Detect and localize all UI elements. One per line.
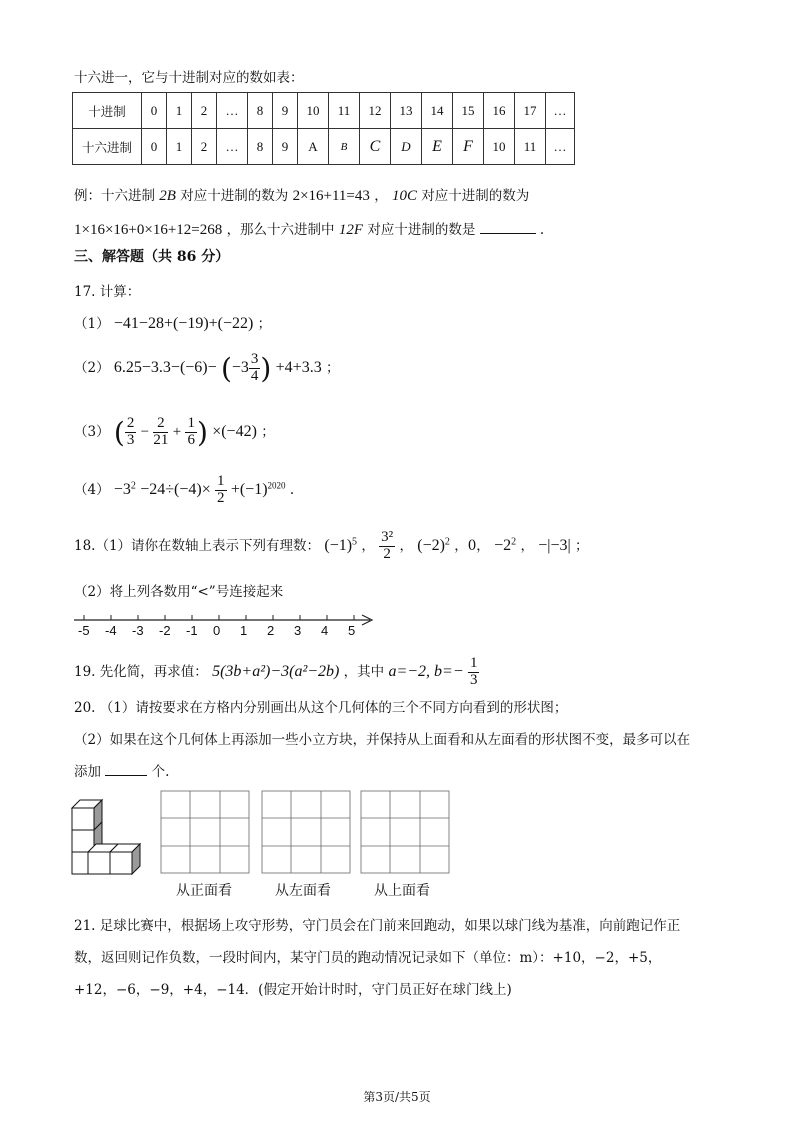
hex-decimal-table xyxy=(72,92,575,165)
fraction: $\frac{1}{3}$ xyxy=(469,655,478,688)
answer-blank[interactable] xyxy=(480,219,536,234)
table-cell: … xyxy=(546,93,575,129)
expression: ×(−42) xyxy=(212,423,257,440)
table-cell: 10 xyxy=(298,93,329,129)
hex-12f: 12F xyxy=(338,222,364,238)
table-cell: 1 xyxy=(167,93,192,129)
expression: 5(3b+a²)−3(a²−2b) xyxy=(212,662,340,680)
example-text: 对应十进制的数是 xyxy=(367,222,476,238)
condition: a=−2, b=− xyxy=(388,662,464,680)
table-cell: … xyxy=(546,129,575,165)
q21-line-2: 数，返回则记作负数，一段时间内，某守门员的跑动情况记录如下（单位：m）：+10，−2，+5， xyxy=(74,950,662,966)
table-row-decimal xyxy=(73,93,575,129)
number-1: (−1) xyxy=(324,536,353,554)
table-cell: 1 xyxy=(167,129,192,165)
table-cell: 14 xyxy=(422,93,453,129)
operator: + xyxy=(172,424,182,440)
equation-2b: 2×16+11=43 xyxy=(292,188,370,204)
table-cell: 10 xyxy=(484,129,515,165)
table-cell: 2 xyxy=(192,93,217,129)
q17-part4 xyxy=(74,474,294,507)
table-cell: C xyxy=(360,129,391,165)
punctuation: ； xyxy=(325,360,340,376)
grid-label-front: 从正面看 xyxy=(176,883,232,899)
axis-tick-label: -2 xyxy=(159,623,171,638)
grid-front-view[interactable] xyxy=(160,790,252,876)
table-cell: 13 xyxy=(391,93,422,129)
axis-tick-label: 4 xyxy=(321,623,329,638)
number-5: −|−3| xyxy=(538,536,571,554)
separator: ， xyxy=(399,537,413,554)
table-cell: 8 xyxy=(248,129,273,165)
table-cell: F xyxy=(453,129,484,165)
number-4: −2 xyxy=(494,536,512,554)
table-cell: 9 xyxy=(273,93,298,129)
exponent: 5 xyxy=(352,536,358,548)
table-cell: A xyxy=(298,129,329,165)
separator: ，0， xyxy=(454,537,490,554)
example-text: 例：十六进制 xyxy=(74,188,155,204)
part-label: （4） xyxy=(74,481,110,498)
question-text: 添加 xyxy=(74,764,101,780)
grid-top-view[interactable] xyxy=(360,790,452,876)
punctuation: ； xyxy=(261,424,275,440)
period: . xyxy=(539,222,545,238)
comma: ， xyxy=(374,188,388,204)
fraction-number-2: $\frac{\text{3²}}{2}$ xyxy=(381,529,394,562)
q17-part1 xyxy=(74,312,271,333)
example-text: ，那么十六进制中 xyxy=(226,222,335,238)
table-cell: 0 xyxy=(142,93,167,129)
q21-line-3: +12，−6，−9，+4，−14．(假定开始计时时，守门员正好在球门线上) xyxy=(74,982,512,998)
separator: ， xyxy=(520,537,534,554)
fraction: $\frac{1}{6}$ xyxy=(187,415,195,448)
punctuation: ； xyxy=(574,537,589,554)
question-text: 19. 先化简，再求值： xyxy=(74,663,208,680)
table-row-hex xyxy=(73,129,575,165)
q17-part3: （3） ( $\frac{2}{3}$ − $\frac{2}{21}$ + $\frac{1}{6}$ ) ×(−42) ； xyxy=(74,415,275,449)
table-header-cell: 十进制 xyxy=(73,93,142,129)
grid-label-top: 从上面看 xyxy=(374,883,430,899)
table-cell: 11 xyxy=(329,93,360,129)
axis-tick-label: 2 xyxy=(267,623,275,638)
hex-2b: 2B xyxy=(159,188,176,204)
table-cell: 11 xyxy=(515,129,546,165)
table-cell: 17 xyxy=(515,93,546,129)
mixed-number-whole: −3 xyxy=(231,359,249,376)
axis-tick-label: -3 xyxy=(132,623,144,638)
question-text: 个. xyxy=(151,764,170,780)
punctuation: ； xyxy=(257,316,272,332)
q18-part1 xyxy=(74,530,588,563)
table-cell: 0 xyxy=(142,129,167,165)
table-header-cell: 十六进制 xyxy=(73,129,142,165)
fraction: $\frac{3}{4}$ xyxy=(250,351,259,384)
q20-part3 xyxy=(74,760,169,780)
example-text: 对应十进制的数为 xyxy=(180,188,289,204)
example-line-1 xyxy=(74,184,529,205)
operator: − xyxy=(140,424,150,440)
exponent: 2020 xyxy=(267,480,286,491)
expression: +4+3.3 xyxy=(275,359,322,376)
table-cell: 8 xyxy=(248,93,273,129)
section-title: 三、解答题（共 86 分） xyxy=(74,249,230,265)
table-cell: … xyxy=(217,93,248,129)
exponent: 2 xyxy=(444,536,450,548)
expression: +(−1) xyxy=(230,480,268,498)
fraction: $\frac{2}{3}$ xyxy=(126,415,135,448)
axis-tick-label: 0 xyxy=(213,623,221,638)
table-cell: D xyxy=(391,129,422,165)
expression: −24÷(−4)× xyxy=(140,480,211,498)
q17-title: 17. 计算： xyxy=(74,284,141,300)
question-text: ，其中 xyxy=(343,663,385,680)
example-text: 对应十进制的数为 xyxy=(421,188,530,204)
punctuation: . xyxy=(289,481,295,498)
q18-part2: （2）将上列各数用“<”号连接起来 xyxy=(74,584,284,600)
part-label: （1） xyxy=(74,316,110,332)
axis-tick-label: -5 xyxy=(78,623,90,638)
q20-part1: 20. （1）请按要求在方格内分别画出从这个几何体的三个不同方向看到的形状图； xyxy=(74,700,568,716)
axis-tick-label: 5 xyxy=(348,623,356,638)
axis-tick-label: -1 xyxy=(186,623,198,638)
example-line-2 xyxy=(74,218,544,239)
intro-text: 十六进一，它与十进制对应的数如表： xyxy=(74,70,304,86)
hex-10c: 10C xyxy=(391,188,417,204)
expression: −41−28+(−19)+(−22) xyxy=(113,315,254,332)
part-label: （2） xyxy=(74,360,110,376)
cube-stack-figure xyxy=(70,792,152,884)
expression: 6.25−3.3−(−6)− xyxy=(113,359,217,376)
fraction: $\frac{2}{21}$ xyxy=(153,415,169,448)
table-cell: 2 xyxy=(192,129,217,165)
question-text: 18.（1）请你在数轴上表示下列有理数： xyxy=(74,537,321,554)
answer-blank[interactable] xyxy=(105,761,147,776)
table-cell: 15 xyxy=(453,93,484,129)
q21-line-1: 21. 足球比赛中，根据场上攻守形势，守门员会在门前来回跑动，如果以球门线为基准，向前跑记作正 xyxy=(74,918,681,934)
exponent: 2 xyxy=(511,536,517,548)
axis-tick-label: 1 xyxy=(240,623,248,638)
number-3: (−2) xyxy=(417,536,445,554)
page-footer: 第3页/共5页 xyxy=(363,1090,431,1104)
grid-label-left: 从左面看 xyxy=(275,883,331,899)
grid-left-view[interactable] xyxy=(261,790,353,876)
separator: ， xyxy=(361,537,375,554)
equation-10c: 1×16×16+0×16+12=268 xyxy=(74,222,223,238)
axis-tick-label: -4 xyxy=(105,623,117,638)
expression: −3 xyxy=(113,480,131,498)
exponent: 2 xyxy=(130,480,136,492)
table-cell: 12 xyxy=(360,93,391,129)
fraction: $\frac{1}{2}$ xyxy=(217,473,225,506)
table-cell: 16 xyxy=(484,93,515,129)
table-cell: … xyxy=(217,129,248,165)
part-label: （3） xyxy=(74,424,110,440)
axis-tick-label: 3 xyxy=(294,623,302,638)
q19-line xyxy=(74,656,479,689)
table-cell: 9 xyxy=(273,129,298,165)
q20-part2: （2）如果在这个几何体上再添加一些小立方块，并保持从上面看和从左面看的形状图不变，最多可以在 xyxy=(74,732,691,748)
q17-part2: （2） 6.25−3.3−(−6)− (−3 $\frac{3}{4}$ ) +4+3.3 ； xyxy=(74,351,340,385)
table-cell: B xyxy=(329,129,360,165)
table-cell: E xyxy=(422,129,453,165)
